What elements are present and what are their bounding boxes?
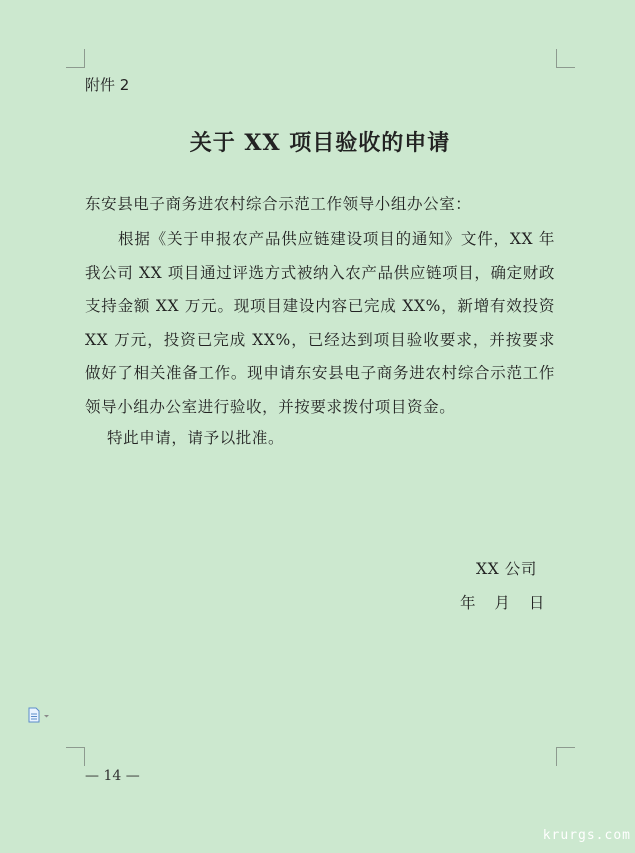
addressee-line: 东安县电子商务进农村综合示范工作领导小组办公室：	[85, 195, 472, 213]
margin-corner-top-right	[556, 49, 575, 68]
document-title: 关于 XX 项目验收的申请	[189, 130, 451, 156]
margin-corner-top-left	[66, 49, 85, 68]
signature-company: XX 公司	[476, 560, 537, 578]
attachment-label: 附件 2	[85, 76, 130, 94]
margin-corner-bottom-right	[556, 747, 575, 766]
watermark-text: krurgs.com	[542, 828, 631, 843]
document-icon[interactable]	[27, 707, 51, 723]
body-paragraph: 根据《关于申报农产品供应链建设项目的通知》文件，XX 年我公司 XX 项目通过评选方式被纳入农产品供应链项目，确定财政支持金额 XX 万元。现项目建设内容已完成 XX%，新增有效投资 XX 万元，投资已完成 XX%，已经达到项目验收要求，并按要求做好了相关准备工作。现申请东安县电子商务进农村综合示范工作领导小组办公室进行验收，并按要求拨付项目资金。	[85, 230, 555, 416]
margin-corner-bottom-left	[66, 747, 85, 766]
page-number: — 14 —	[85, 768, 140, 784]
signature-date: 年 月 日	[460, 594, 545, 612]
closing-line: 特此申请，请予以批准。	[107, 429, 285, 447]
